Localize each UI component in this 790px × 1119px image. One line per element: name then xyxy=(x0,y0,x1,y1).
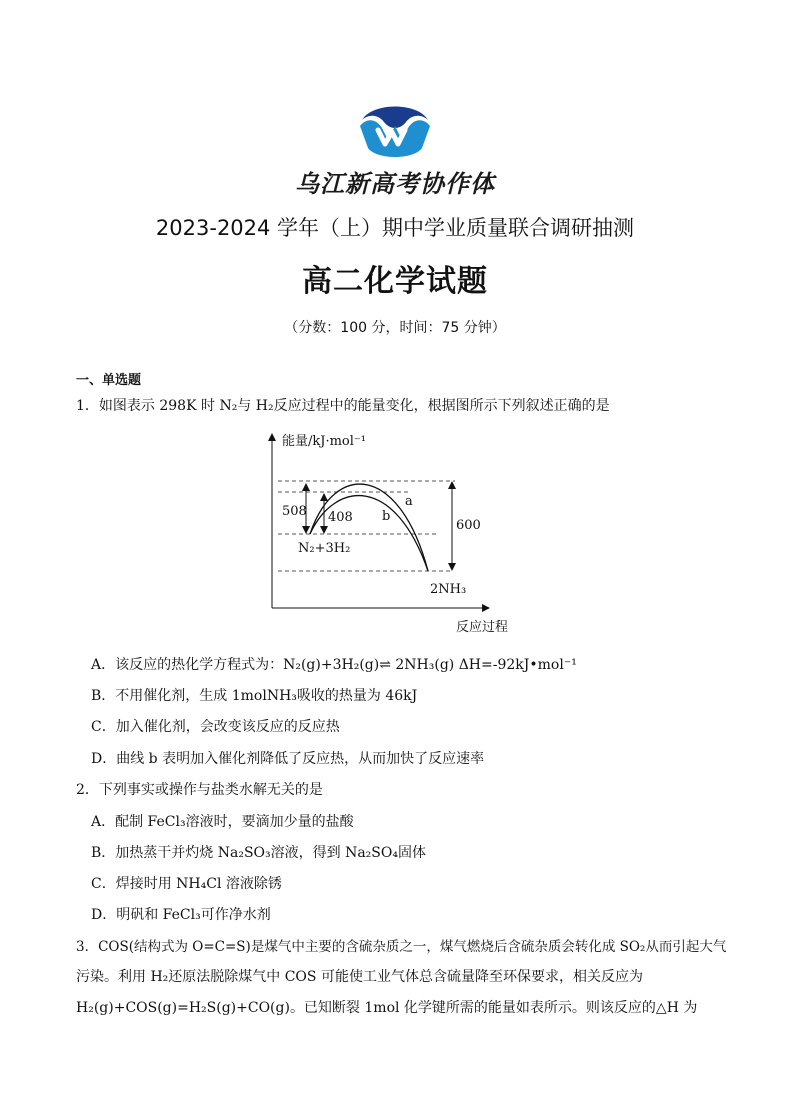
annotation-408: 408 xyxy=(328,510,353,525)
logo-mark-icon xyxy=(352,100,438,162)
score-time: （分数：100 分，时间：75 分钟） xyxy=(284,320,506,336)
q1-option-d: D．曲线 b 表明加入催化剂降低了反应热，从而加快了反应速率 xyxy=(91,751,485,767)
reactant-label: N₂+3H₂ xyxy=(298,541,351,556)
section-title: 一、单选题 xyxy=(76,373,142,388)
q1-option-a: A．该反应的热化学方程式为：N₂(g)+3H₂(g)⇌ 2NH₃(g) ΔH=-92kJ•mol⁻¹ xyxy=(91,657,577,673)
series-a-label: a xyxy=(405,494,413,509)
q1-option-b: B．不用催化剂，生成 1molNH₃吸收的热量为 46kJ xyxy=(91,688,418,704)
q2-option-d: D．明矾和 FeCl₃可作净水剂 xyxy=(91,907,271,923)
annotation-600: 600 xyxy=(456,518,481,533)
subject-title: 高二化学试题 xyxy=(302,264,488,299)
org-name: 乌江新高考协作体 xyxy=(295,170,495,198)
q1-option-c: C．加入催化剂，会改变该反应的反应热 xyxy=(91,719,340,735)
series-b-label: b xyxy=(382,509,391,524)
x-axis-label: 反应过程 xyxy=(456,620,509,635)
q2-stem: 2．下列事实或操作与盐类水解无关的是 xyxy=(76,782,323,798)
annotation-508: 508 xyxy=(282,504,307,519)
q2-option-b: B．加热蒸干并灼烧 Na₂SO₃溶液，得到 Na₂SO₄固体 xyxy=(91,845,426,861)
y-axis-label: 能量/kJ·mol⁻¹ xyxy=(282,434,366,449)
logo xyxy=(352,100,438,162)
q2-option-c: C．焊接时用 NH₄Cl 溶液除锈 xyxy=(91,876,282,892)
q1-stem: 1．如图表示 298K 时 N₂与 H₂反应过程中的能量变化，根据图所示下列叙述正确的是 xyxy=(76,398,610,414)
q3-line-2: 污染。利用 H₂还原法脱除煤气中 COS 可能使工业气体总含硫量降至环保要求，相关反应为 xyxy=(76,969,643,985)
q3-line-3: H₂(g)+COS(g)=H₂S(g)+CO(g)。已知断裂 1mol 化学键所需的能量如表所示。则该反应的△H 为 xyxy=(76,1000,698,1016)
product-label: 2NH₃ xyxy=(430,582,467,597)
energy-chart xyxy=(260,425,520,640)
exam-title: 2023-2024 学年（上）期中学业质量联合调研抽测 xyxy=(155,216,635,240)
q3-line-1: 3．COS(结构式为 O=C=S)是煤气中主要的含硫杂质之一，煤气燃烧后含硫杂质会转化成 SO₂从而引起大气 xyxy=(76,939,727,955)
q2-option-a: A．配制 FeCl₃溶液时，要滴加少量的盐酸 xyxy=(91,814,354,830)
